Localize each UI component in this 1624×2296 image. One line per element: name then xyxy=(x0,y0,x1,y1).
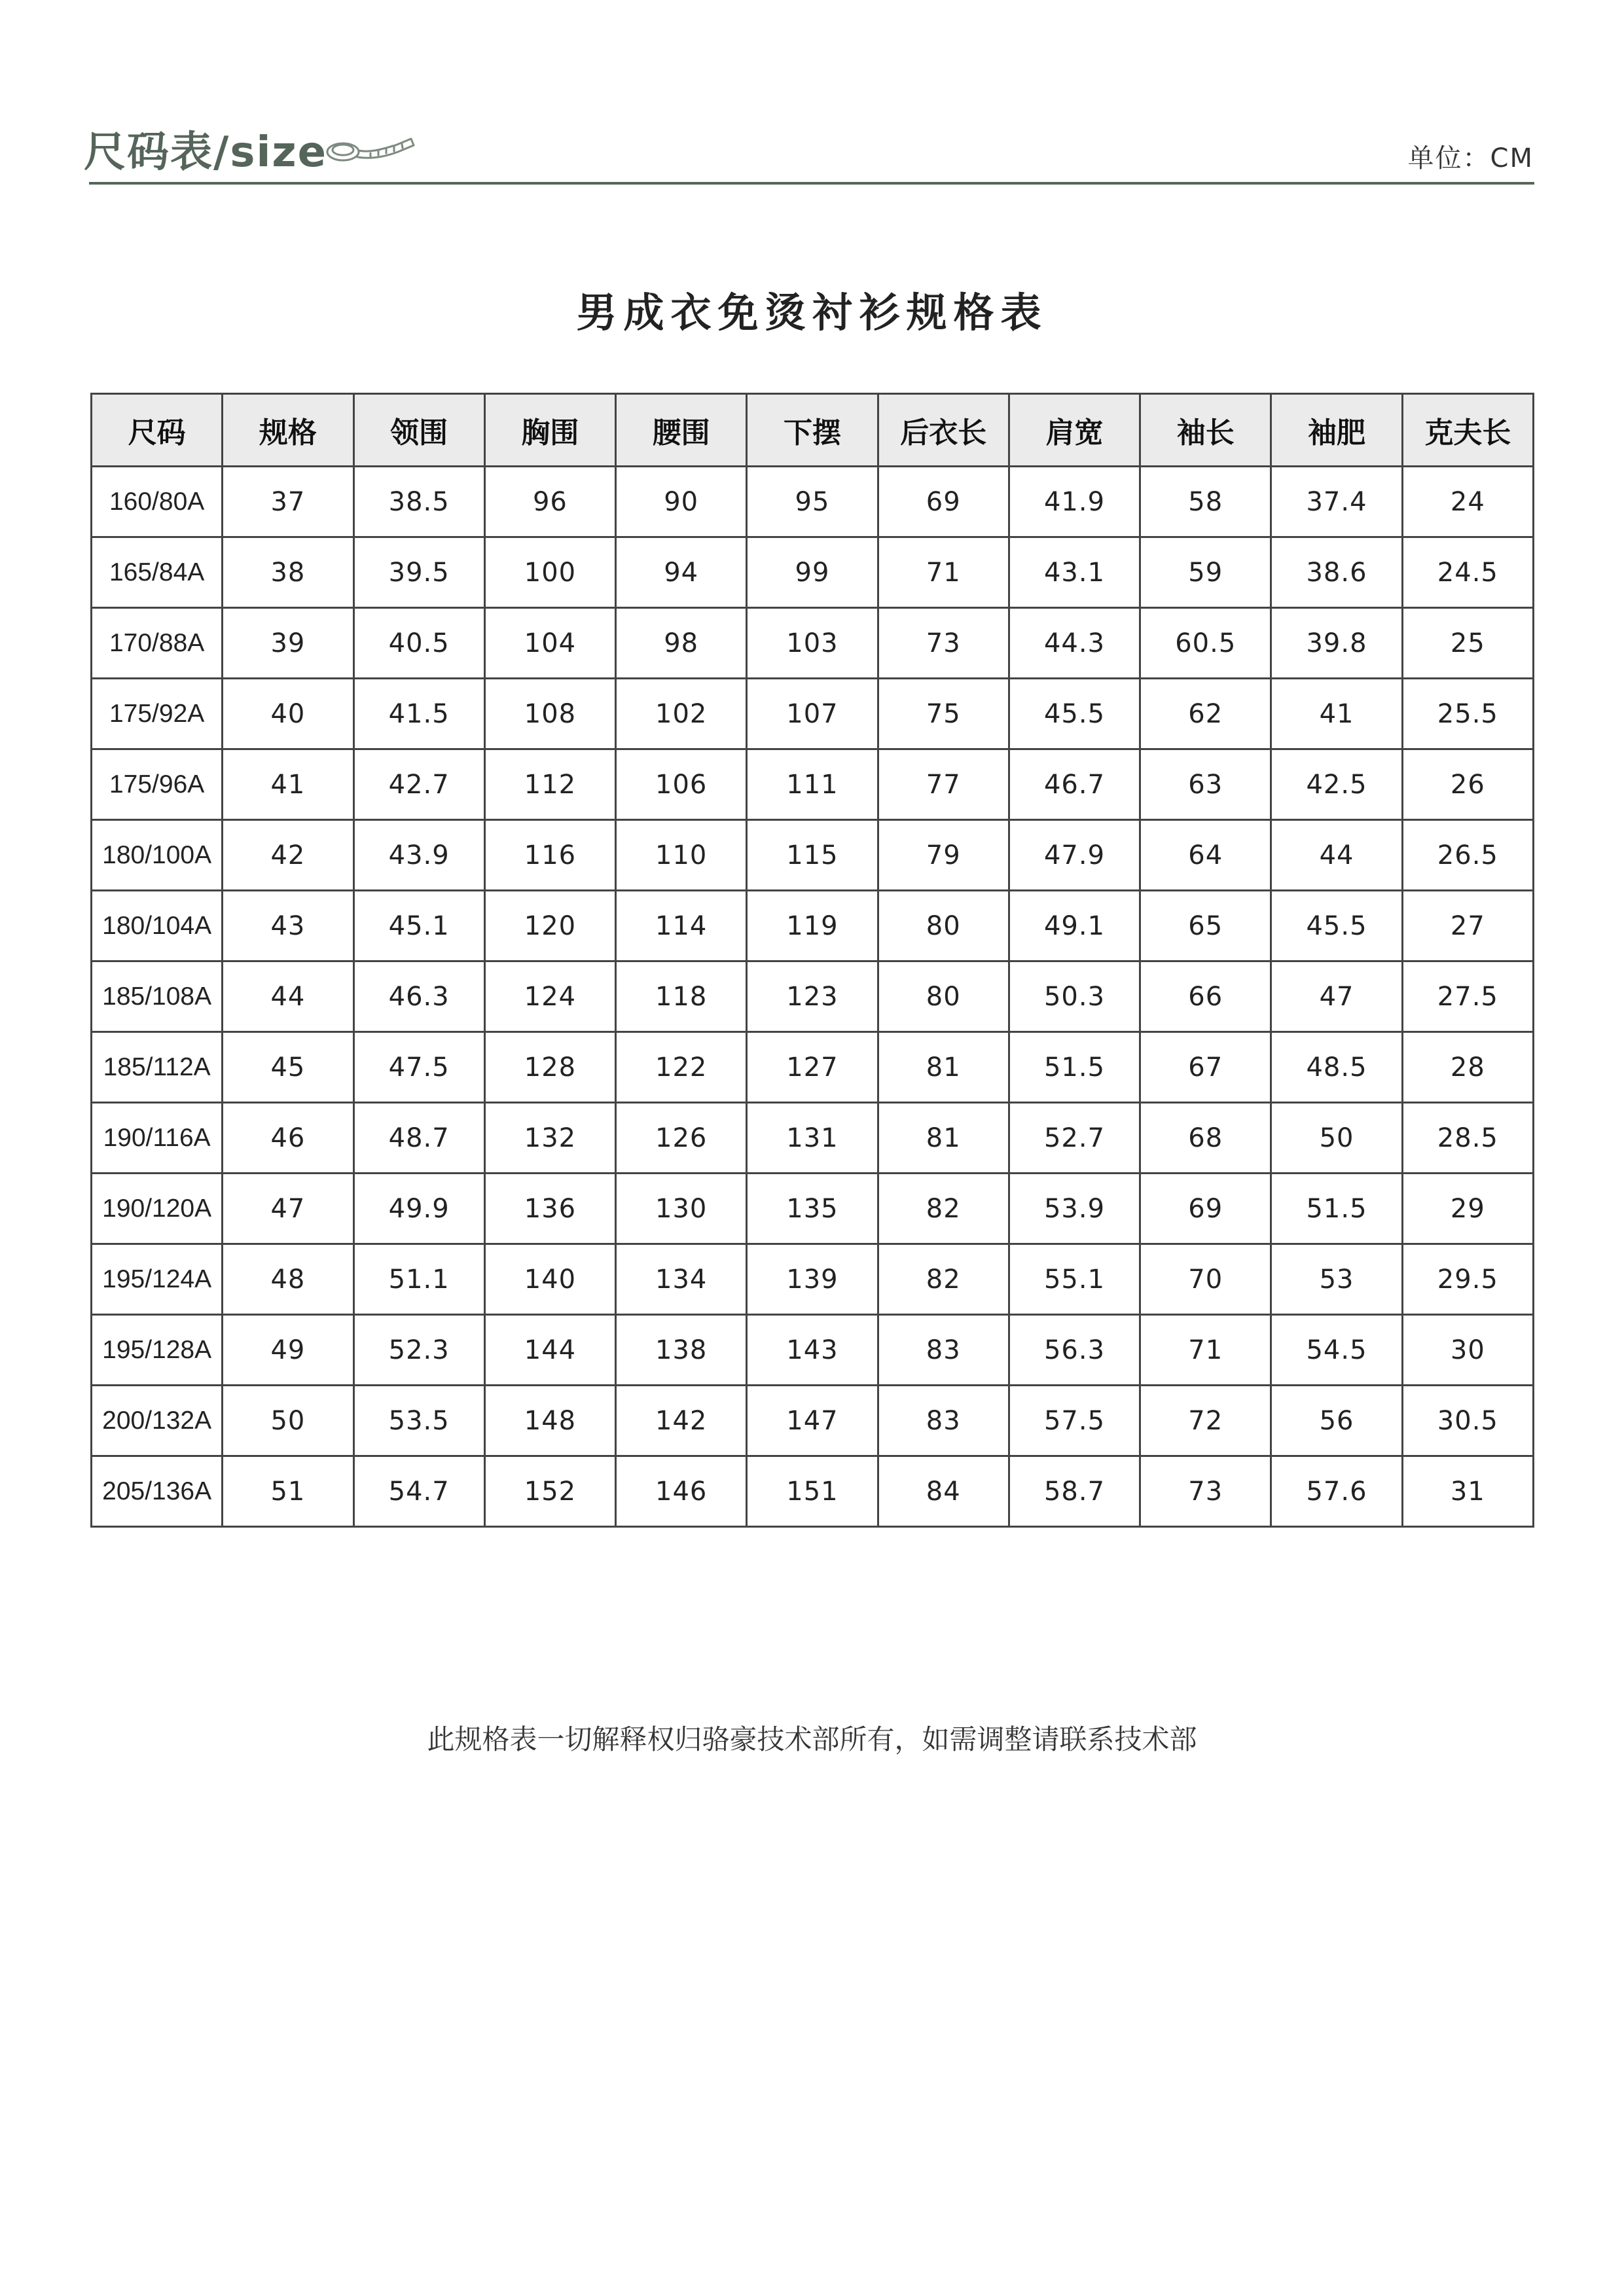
table-cell: 26.5 xyxy=(1402,820,1533,891)
table-cell: 67 xyxy=(1140,1032,1271,1103)
table-header-row xyxy=(92,394,1534,467)
table-cell: 130 xyxy=(616,1174,747,1244)
table-cell: 104 xyxy=(484,608,615,679)
table-cell: 50 xyxy=(1271,1103,1402,1174)
table-cell: 28.5 xyxy=(1402,1103,1533,1174)
table-cell: 142 xyxy=(616,1386,747,1456)
table-cell: 47 xyxy=(1271,961,1402,1032)
table-cell: 84 xyxy=(878,1456,1009,1527)
table-cell: 29 xyxy=(1402,1174,1533,1244)
size-cell: 185/112A xyxy=(92,1032,223,1103)
table-cell: 27.5 xyxy=(1402,961,1533,1032)
size-cell: 200/132A xyxy=(92,1386,223,1456)
table-cell: 99 xyxy=(747,537,878,608)
table-cell: 96 xyxy=(484,467,615,537)
page-header-title: 尺码表/size xyxy=(84,128,328,177)
table-cell: 52.7 xyxy=(1009,1103,1140,1174)
table-cell: 73 xyxy=(1140,1456,1271,1527)
column-header: 后衣长 xyxy=(878,394,1009,467)
table-cell: 136 xyxy=(484,1174,615,1244)
table-row xyxy=(92,891,1534,961)
table-cell: 112 xyxy=(484,749,615,820)
size-cell: 185/108A xyxy=(92,961,223,1032)
table-cell: 83 xyxy=(878,1386,1009,1456)
table-cell: 24.5 xyxy=(1402,537,1533,608)
table-cell: 107 xyxy=(747,679,878,749)
table-cell: 55.1 xyxy=(1009,1244,1140,1315)
table-cell: 27 xyxy=(1402,891,1533,961)
table-cell: 143 xyxy=(747,1315,878,1386)
size-chart-table xyxy=(90,393,1534,1528)
table-cell: 48.5 xyxy=(1271,1032,1402,1103)
table-cell: 41.5 xyxy=(353,679,484,749)
table-cell: 25 xyxy=(1402,608,1533,679)
table-row xyxy=(92,679,1534,749)
table-cell: 73 xyxy=(878,608,1009,679)
table-cell: 139 xyxy=(747,1244,878,1315)
table-cell: 140 xyxy=(484,1244,615,1315)
table-cell: 100 xyxy=(484,537,615,608)
table-cell: 116 xyxy=(484,820,615,891)
table-cell: 80 xyxy=(878,891,1009,961)
table-cell: 71 xyxy=(1140,1315,1271,1386)
table-cell: 132 xyxy=(484,1103,615,1174)
table-cell: 26 xyxy=(1402,749,1533,820)
table-row xyxy=(92,820,1534,891)
table-cell: 41 xyxy=(1271,679,1402,749)
table-cell: 134 xyxy=(616,1244,747,1315)
table-cell: 119 xyxy=(747,891,878,961)
header-divider xyxy=(89,182,1534,185)
table-row xyxy=(92,467,1534,537)
table-cell: 146 xyxy=(616,1456,747,1527)
table-cell: 39.5 xyxy=(353,537,484,608)
size-cell: 190/120A xyxy=(92,1174,223,1244)
table-cell: 69 xyxy=(878,467,1009,537)
table-row xyxy=(92,1386,1534,1456)
table-cell: 83 xyxy=(878,1315,1009,1386)
table-cell: 152 xyxy=(484,1456,615,1527)
table-row xyxy=(92,749,1534,820)
column-header: 胸围 xyxy=(484,394,615,467)
table-cell: 106 xyxy=(616,749,747,820)
column-header: 肩宽 xyxy=(1009,394,1140,467)
table-cell: 57.6 xyxy=(1271,1456,1402,1527)
table-cell: 28 xyxy=(1402,1032,1533,1103)
table-cell: 39.8 xyxy=(1271,608,1402,679)
document-title: 男成衣免烫衬衫规格表 xyxy=(576,289,1048,336)
table-cell: 43.9 xyxy=(353,820,484,891)
size-cell: 180/100A xyxy=(92,820,223,891)
size-cell: 190/116A xyxy=(92,1103,223,1174)
size-cell: 205/136A xyxy=(92,1456,223,1527)
table-row xyxy=(92,961,1534,1032)
table-row xyxy=(92,1103,1534,1174)
table-cell: 98 xyxy=(616,608,747,679)
table-cell: 46.7 xyxy=(1009,749,1140,820)
table-cell: 126 xyxy=(616,1103,747,1174)
table-cell: 45 xyxy=(223,1032,353,1103)
table-cell: 46 xyxy=(223,1103,353,1174)
table-cell: 81 xyxy=(878,1032,1009,1103)
table-cell: 60.5 xyxy=(1140,608,1271,679)
table-cell: 50 xyxy=(223,1386,353,1456)
table-cell: 79 xyxy=(878,820,1009,891)
table-row xyxy=(92,1244,1534,1315)
table-cell: 144 xyxy=(484,1315,615,1386)
table-cell: 30.5 xyxy=(1402,1386,1533,1456)
table-cell: 43.1 xyxy=(1009,537,1140,608)
table-cell: 42 xyxy=(223,820,353,891)
table-cell: 37 xyxy=(223,467,353,537)
table-cell: 62 xyxy=(1140,679,1271,749)
size-cell: 195/128A xyxy=(92,1315,223,1386)
table-cell: 82 xyxy=(878,1174,1009,1244)
table-cell: 25.5 xyxy=(1402,679,1533,749)
table-cell: 24 xyxy=(1402,467,1533,537)
table-cell: 46.3 xyxy=(353,961,484,1032)
table-cell: 94 xyxy=(616,537,747,608)
table-cell: 71 xyxy=(878,537,1009,608)
table-cell: 148 xyxy=(484,1386,615,1456)
column-header: 领围 xyxy=(353,394,484,467)
table-cell: 49.9 xyxy=(353,1174,484,1244)
table-cell: 38.6 xyxy=(1271,537,1402,608)
table-body xyxy=(92,467,1534,1527)
table-cell: 63 xyxy=(1140,749,1271,820)
table-cell: 45.5 xyxy=(1009,679,1140,749)
unit-label: 单位：CM xyxy=(1407,143,1534,173)
table-cell: 147 xyxy=(747,1386,878,1456)
table-cell: 82 xyxy=(878,1244,1009,1315)
table-cell: 42.7 xyxy=(353,749,484,820)
size-cell: 170/88A xyxy=(92,608,223,679)
table-cell: 69 xyxy=(1140,1174,1271,1244)
table-cell: 41.9 xyxy=(1009,467,1140,537)
table-cell: 51 xyxy=(223,1456,353,1527)
table-cell: 128 xyxy=(484,1032,615,1103)
table-cell: 66 xyxy=(1140,961,1271,1032)
table-cell: 81 xyxy=(878,1103,1009,1174)
table-cell: 30 xyxy=(1402,1315,1533,1386)
table-cell: 29.5 xyxy=(1402,1244,1533,1315)
table-cell: 45.1 xyxy=(353,891,484,961)
table-cell: 102 xyxy=(616,679,747,749)
table-cell: 47.9 xyxy=(1009,820,1140,891)
footer-note: 此规格表一切解释权归骆豪技术部所有，如需调整请联系技术部 xyxy=(427,1723,1197,1755)
table-cell: 59 xyxy=(1140,537,1271,608)
table-cell: 127 xyxy=(747,1032,878,1103)
table-cell: 58.7 xyxy=(1009,1456,1140,1527)
table-cell: 90 xyxy=(616,467,747,537)
table-cell: 124 xyxy=(484,961,615,1032)
table-cell: 135 xyxy=(747,1174,878,1244)
table-row xyxy=(92,1174,1534,1244)
size-cell: 175/96A xyxy=(92,749,223,820)
table-cell: 39 xyxy=(223,608,353,679)
size-cell: 175/92A xyxy=(92,679,223,749)
table-cell: 52.3 xyxy=(353,1315,484,1386)
column-header: 下摆 xyxy=(747,394,878,467)
size-cell: 180/104A xyxy=(92,891,223,961)
table-row xyxy=(92,1032,1534,1103)
table-cell: 53.5 xyxy=(353,1386,484,1456)
column-header: 袖长 xyxy=(1140,394,1271,467)
column-header: 克夫长 xyxy=(1402,394,1533,467)
table-cell: 42.5 xyxy=(1271,749,1402,820)
table-cell: 48 xyxy=(223,1244,353,1315)
column-header: 袖肥 xyxy=(1271,394,1402,467)
table-cell: 80 xyxy=(878,961,1009,1032)
table-cell: 45.5 xyxy=(1271,891,1402,961)
size-cell: 165/84A xyxy=(92,537,223,608)
table-cell: 50.3 xyxy=(1009,961,1140,1032)
table-cell: 51.1 xyxy=(353,1244,484,1315)
table-cell: 72 xyxy=(1140,1386,1271,1456)
table-cell: 41 xyxy=(223,749,353,820)
table-cell: 53 xyxy=(1271,1244,1402,1315)
table-cell: 123 xyxy=(747,961,878,1032)
table-cell: 48.7 xyxy=(353,1103,484,1174)
column-header: 尺码 xyxy=(92,394,223,467)
size-cell: 195/124A xyxy=(92,1244,223,1315)
table-cell: 40.5 xyxy=(353,608,484,679)
table-cell: 38 xyxy=(223,537,353,608)
table-cell: 51.5 xyxy=(1009,1032,1140,1103)
table-cell: 111 xyxy=(747,749,878,820)
table-cell: 47 xyxy=(223,1174,353,1244)
size-cell: 160/80A xyxy=(92,467,223,537)
table-cell: 44 xyxy=(1271,820,1402,891)
table-cell: 122 xyxy=(616,1032,747,1103)
table-cell: 56.3 xyxy=(1009,1315,1140,1386)
table-cell: 103 xyxy=(747,608,878,679)
table-cell: 44 xyxy=(223,961,353,1032)
table-cell: 138 xyxy=(616,1315,747,1386)
table-cell: 31 xyxy=(1402,1456,1533,1527)
table-cell: 65 xyxy=(1140,891,1271,961)
table-cell: 49 xyxy=(223,1315,353,1386)
table-cell: 120 xyxy=(484,891,615,961)
table-cell: 49.1 xyxy=(1009,891,1140,961)
table-cell: 95 xyxy=(747,467,878,537)
table-row xyxy=(92,1315,1534,1386)
table-cell: 56 xyxy=(1271,1386,1402,1456)
measuring-tape-icon xyxy=(325,130,416,169)
column-header: 规格 xyxy=(223,394,353,467)
table-cell: 64 xyxy=(1140,820,1271,891)
table-cell: 47.5 xyxy=(353,1032,484,1103)
table-cell: 110 xyxy=(616,820,747,891)
table-cell: 115 xyxy=(747,820,878,891)
table-cell: 75 xyxy=(878,679,1009,749)
table-cell: 68 xyxy=(1140,1103,1271,1174)
table-cell: 58 xyxy=(1140,467,1271,537)
table-cell: 57.5 xyxy=(1009,1386,1140,1456)
table-cell: 44.3 xyxy=(1009,608,1140,679)
column-header: 腰围 xyxy=(616,394,747,467)
table-row xyxy=(92,537,1534,608)
table-cell: 70 xyxy=(1140,1244,1271,1315)
table-cell: 43 xyxy=(223,891,353,961)
table-cell: 51.5 xyxy=(1271,1174,1402,1244)
table-cell: 37.4 xyxy=(1271,467,1402,537)
table-cell: 151 xyxy=(747,1456,878,1527)
table-cell: 54.7 xyxy=(353,1456,484,1527)
table-cell: 38.5 xyxy=(353,467,484,537)
table-cell: 108 xyxy=(484,679,615,749)
table-cell: 131 xyxy=(747,1103,878,1174)
table-cell: 53.9 xyxy=(1009,1174,1140,1244)
table-cell: 54.5 xyxy=(1271,1315,1402,1386)
table-row xyxy=(92,608,1534,679)
table-cell: 114 xyxy=(616,891,747,961)
table-cell: 77 xyxy=(878,749,1009,820)
table-row xyxy=(92,1456,1534,1527)
table-cell: 40 xyxy=(223,679,353,749)
table-cell: 118 xyxy=(616,961,747,1032)
